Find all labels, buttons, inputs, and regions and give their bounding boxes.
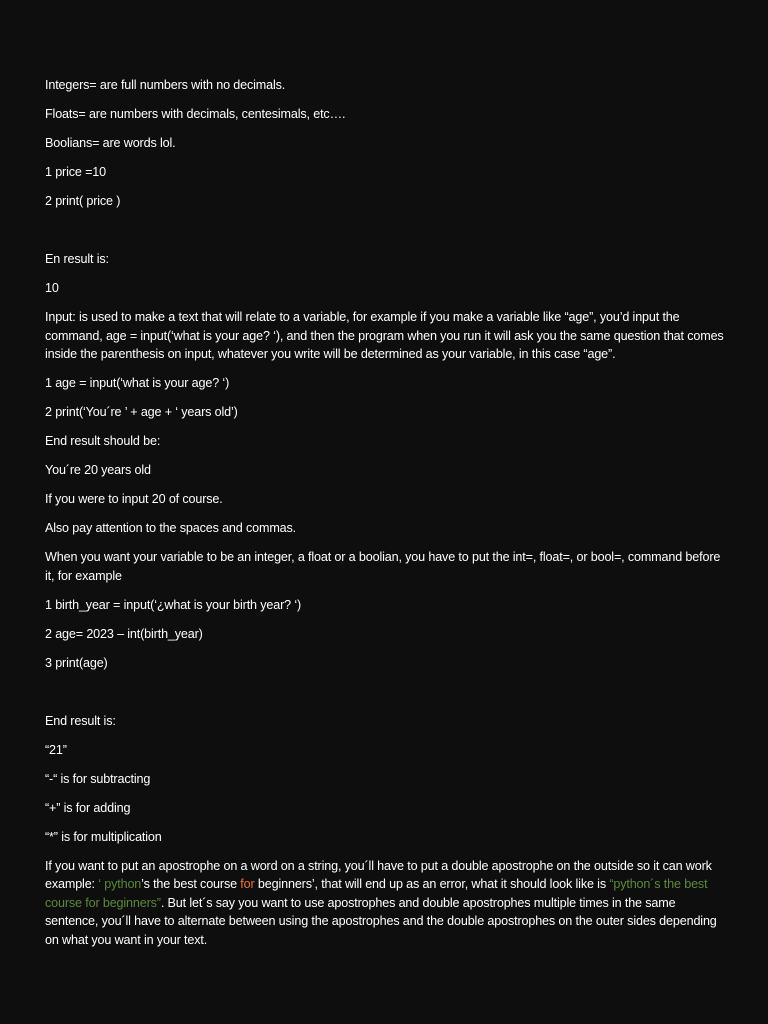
minus-operator-note: “-“ is for subtracting — [45, 771, 151, 786]
code-example-1-line-2: 2 print( price ) — [45, 194, 121, 208]
result-21: “21” — [45, 742, 67, 757]
code-example-3-line-3: 3 print(age) — [45, 655, 108, 670]
input-20-note: If you were to input 20 of course. — [45, 492, 223, 506]
boolians-definition: Boolians= are words lol. — [45, 136, 176, 150]
plus-operator-note: “+” is for adding — [45, 800, 131, 815]
code-example-3-line-1: 1 birth_year = input(‘¿what is your birth year? ‘) — [45, 597, 302, 612]
en-result-label: En result is: — [45, 252, 109, 266]
end-result-is-label: End result is: — [45, 713, 116, 728]
code-example-2-line-1: 1 age = input(‘what is your age? ‘) — [45, 376, 230, 390]
floats-definition: Floats= are numbers with decimals, centesimals, etc…. — [45, 107, 346, 121]
spaces-commas-note: Also pay attention to the spaces and commas. — [45, 521, 297, 535]
apostrophe-text-1: If you want to put an apostrophe on a word on a string, you´ll have to put a double apostrophe on the outside so it can work example: — [45, 858, 712, 891]
integers-definition: Integers= are full numbers with no decimals. — [45, 78, 286, 92]
apostrophe-text-2: ’s the best course — [141, 877, 241, 891]
string-highlight-1: ‘ python — [98, 877, 142, 891]
apostrophe-text-4: . But let´s say you want to use apostrophes and double apostrophes multiple times in the same sentence, you´ll have to alternate between using the apostrophes and the double apostrophes on the outer sides depending on what you want in your text. — [45, 895, 717, 947]
keyword-highlight-for: for — [240, 877, 255, 891]
result-20-years: You´re 20 years old — [45, 463, 151, 477]
code-example-1-line-1: 1 price =10 — [45, 165, 107, 179]
result-10: 10 — [45, 281, 59, 295]
code-example-3-line-2: 2 age= 2023 – int(birth_year) — [45, 626, 203, 641]
spacer — [45, 221, 725, 250]
spacer — [45, 683, 725, 712]
string-highlight-2: “python´s the best course for beginners” — [45, 877, 708, 910]
end-result-should-label: End result should be: — [45, 434, 161, 448]
apostrophe-explanation — [45, 857, 725, 950]
document-body — [45, 76, 725, 960]
multiply-operator-note: “*” is for multiplication — [45, 829, 162, 844]
apostrophe-text-3: beginners’, that will end up as an error, what it should look like is — [254, 877, 610, 891]
code-example-2-line-2: 2 print(‘You´re ’ + age + ‘ years old’) — [45, 405, 238, 419]
int-float-bool-explanation: When you want your variable to be an integer, a float or a boolian, you have to put the int=, float=, or bool=, command before it, for example — [45, 550, 721, 583]
input-explanation: Input: is used to make a text that will relate to a variable, for example if you make a variable like “age”, you’d input the command, age = input(‘what is your age? ‘), and then the program when you run it will ask you the same question that comes inside the parenthesis on input, whatever you write will be determined as your variable, in this case “age”. — [45, 310, 724, 361]
